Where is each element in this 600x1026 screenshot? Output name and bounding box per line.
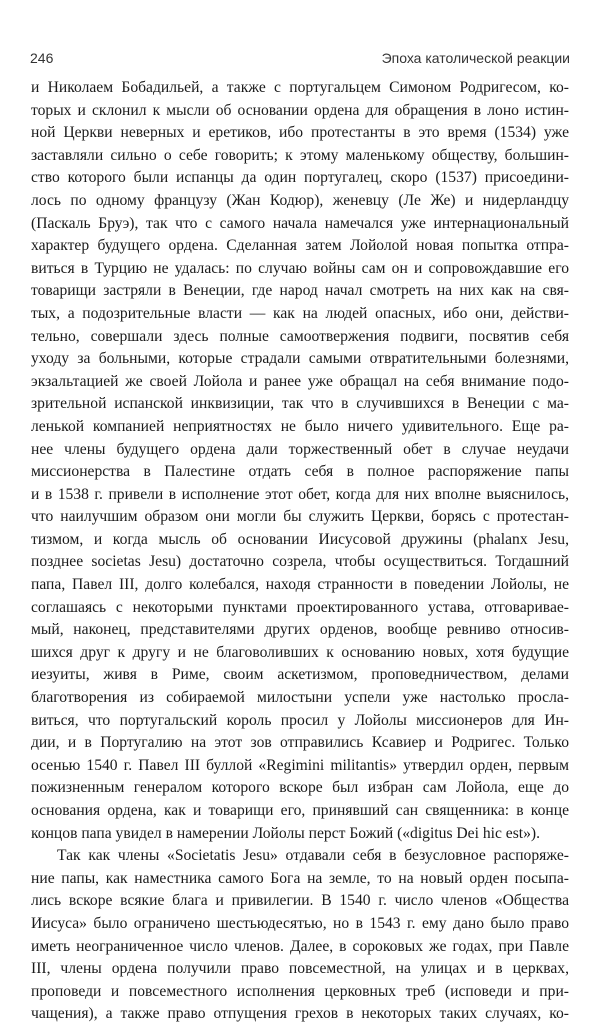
text-line: виться в Турцию не удалась: по случаю войны сам он и сопровождавшие его [31,259,569,277]
text-line: зрительной испанской инквизиции, так что в случившихся в Венеции с ма- [31,395,569,413]
text-line: миссионерства в Палестине отдать себя в полное распоряжение папы [31,463,569,481]
text-line: основания ордена, как и товарищи его, принявший сан священника: в конце [31,802,569,819]
text-line: лось по одному французу (Жан Кодюр), женевцу (Ле Же) и нидерландцу [31,191,569,209]
text-line: Иисуса» было ограничено шестьюдесятью, но в 1543 г. ему дано было право [31,914,569,932]
text-line: виться, что португальский король просил у Лойолы миссионеров для Ин- [31,711,569,729]
text-line: проповеди и повсеместного исполнения церковных треб (исповеди и при- [31,982,569,1000]
text-line: тельно, совершали здесь полные самоотвержения подвиги, посвятив себя [31,327,569,345]
body-text [31,77,569,1026]
running-title: Эпоха католической реакции [381,50,570,66]
text-line: тизмом, и когда мысль об основании Иисусовой дружины (phalanx Jesu, [31,530,569,548]
text-line: благотворения из собираемой милостыни успели уже настолько просла- [31,689,569,707]
text-line: (Паскаль Бруэ), так что с самого начала намечался уже интернациональный [31,214,569,232]
text-line: ленькой компанией неприятностях не было ничего удивительного. Еще ра- [31,417,569,435]
text-line: нее члены будущего ордена дали торжественный обет в случае неудачи [31,440,569,458]
running-header [30,50,570,70]
text-line: заставляли сильно о себе говорить; к этому маленькому обществу, большин- [31,146,569,164]
text-line: характер будущего ордена. Сделанная затем Лойолой новая попытка отпра- [31,237,569,255]
text-line: что наилучшим образом они могли бы служить Церкви, борясь с протестан- [31,508,569,526]
text-line: ство которого были испанцы да один португалец, скоро (1537) присоедини- [31,169,569,187]
text-line: экзальтацией же своей Лойола и ранее уже обращал на себя внимание подо- [31,372,569,390]
text-line: позднее societas Jesu) достаточно созрела, чтобы осуществиться. Тогдашний [31,553,569,571]
text-line: пожизненным генералом которого вскоре был избран сам Лойола, еще до [31,779,569,797]
text-line: ной Церкви неверных и еретиков, ибо протестанты в это время (1534) уже [31,124,569,142]
text-line: тых, а подозрительные власти — как на людей опасных, ибо они, действи- [31,304,569,322]
text-line: ние папы, как наместника самого Бога на земле, то на новый орден посыпа- [31,869,569,887]
page-number: 246 [30,50,54,66]
text-line: дии, и в Португалию на этот зов отправились Ксавиер и Родригес. Только [31,734,569,752]
text-line: уходу за больными, которые страдали самыми отвратительными болезнями, [31,350,569,368]
text-line: и Николаем Бобадильей, а также с португальцем Симоном Родригесом, ко- [31,79,569,96]
text-line: мый, наконец, представителями других орденов, вообще ревниво относив- [31,621,569,639]
text-line: шихся друг к другу и не благоволивших к основанию новых, хотя будущие [31,643,569,661]
text-line: III, члены ордена получили право повсеместной, на улицах и в церквах, [31,960,569,978]
text-line-paragraph-start: Так как члены «Societatis Jesu» отдавали себя в безусловное распоряже- [57,847,569,865]
text-line: иметь неограниченное число членов. Далее, в сороковых же годах, при Павле [31,937,569,955]
text-line: лись вскоре всякие блага и привилегии. В 1540 г. число членов «Общества [31,892,569,910]
text-line: чащения), а также право отпущения грехов в некоторых таких случаях, ко- [31,1005,569,1023]
text-line: иезуиты, живя в Риме, своим аскетизмом, проповедничеством, делами [31,666,569,684]
text-line-paragraph-end: концов папа увидел в намерении Лойолы перст Божий («digitus Dei hic est»). [31,824,540,842]
text-line: соглашаясь с некоторыми пунктами проектированного устава, отговаривае- [31,598,569,616]
text-line: торых и склонил к мысли об основании ордена для обращения в лоно истин- [31,101,569,119]
text-line: папа, Павел III, долго колебался, находя странности в поведении Лойолы, не [31,576,569,594]
text-line: товарищи застряли в Венеции, где народ начал смотреть на них как на свя- [31,282,569,300]
text-line: и в 1538 г. привели в исполнение этот обет, когда для них вполне выяснилось, [31,485,569,503]
text-line: осенью 1540 г. Павел III буллой «Regimini militantis» утвердил орден, первым [31,756,569,774]
